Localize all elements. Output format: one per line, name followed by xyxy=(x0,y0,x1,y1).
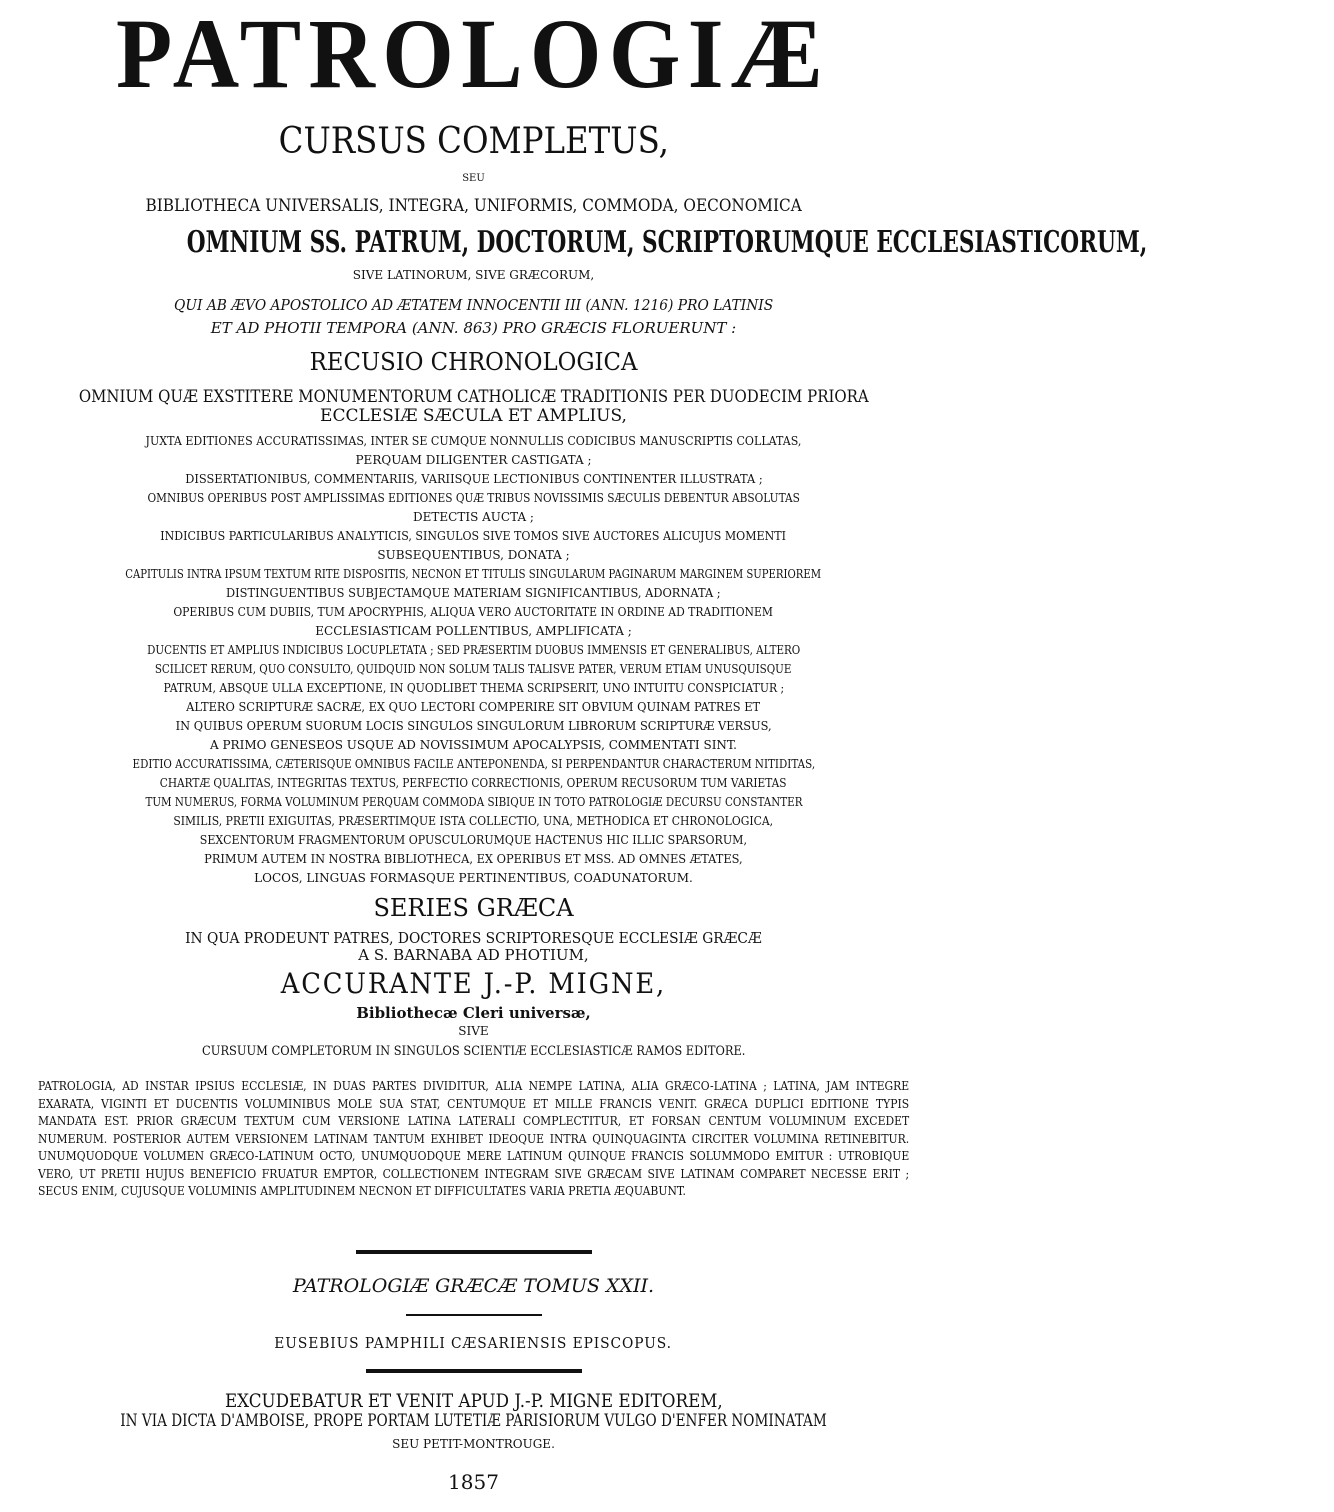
mid-line-19: CHARTÆ QUALITAS, INTEGRITAS TEXTUS, PERFECTIO CORRECTIONIS, OPERUM RECUSORUM TUM VARIETAS xyxy=(160,776,787,790)
mid-line-7: SUBSEQUENTIBUS, DONATA ; xyxy=(377,548,570,562)
mid-line-1: JUXTA EDITIONES ACCURATISSIMAS, INTER SE CUMQUE NONNULLIS CODICIBUS MANUSCRIPTIS COLLATAS, xyxy=(145,434,802,448)
mid-line-10: OPERIBUS CUM DUBIIS, TUM APOCRYPHIS, ALIQUA VERO AUCTORITATE IN ORDINE AD TRADITIONEM xyxy=(173,605,774,619)
year: 1857 xyxy=(448,1470,499,1494)
divider-rule-2 xyxy=(406,1314,542,1316)
mid-line-15: ALTERO SCRIPTURÆ SACRÆ, EX QUO LECTORI COMPERIRE SIT OBVIUM QUINAM PATRES ET xyxy=(186,700,761,714)
mid-line-18: EDITIO ACCURATISSIMA, CÆTERISQUE OMNIBUS FACILE ANTEPONENDA, SI PERPENDANTUR CHARACTERUM NITIDITAS, xyxy=(132,757,815,771)
mid-line-9: DISTINGUENTIBUS SUBJECTAMQUE MATERIAM SIGNIFICANTIBUS, ADORNATA ; xyxy=(226,586,721,600)
bibliothecae-line: Bibliothecæ Cleri universæ, xyxy=(356,1004,591,1022)
series-line-1: IN QUA PRODEUNT PATRES, DOCTORES SCRIPTORESQUE ECCLESIÆ GRÆCÆ xyxy=(185,929,762,947)
subtitle: CURSUS COMPLETUS, xyxy=(278,121,669,162)
imprint-line-2: IN VIA DICTA D'AMBOISE, PROPE PORTAM LUTETIÆ PARISIORUM VULGO D'ENFER NOMINATAM xyxy=(120,1411,827,1431)
mid-line-14: PATRUM, ABSQUE ULLA EXCEPTIONE, IN QUODLIBET THEMA SCRIPSERIT, UNO INTUITU CONSPICIATUR ; xyxy=(163,681,784,695)
top-line-5: ET AD PHOTII TEMPORA (ANN. 863) PRO GRÆCIS FLORUERUNT : xyxy=(210,319,737,337)
mid-line-11: ECCLESIASTICAM POLLENTIBUS, AMPLIFICATA ; xyxy=(315,624,632,638)
imprint-line-1: EXCUDEBATUR ET VENIT APUD J.-P. MIGNE EDITOREM, xyxy=(224,1390,723,1412)
mid-line-24: LOCOS, LINGUAS FORMASQUE PERTINENTIBUS, COADUNATORUM. xyxy=(254,871,693,885)
mid-line-13: SCILICET RERUM, QUO CONSULTO, QUIDQUID NON SOLUM TALIS TALISVE PATER, VERUM ETIAM UNUSQUISQUE xyxy=(155,662,792,676)
tomus-line: PATROLOGIÆ GRÆCÆ TOMUS XXII. xyxy=(292,1275,655,1297)
divider-rule-1 xyxy=(356,1250,592,1254)
mid-line-2: PERQUAM DILIGENTER CASTIGATA ; xyxy=(355,453,592,467)
mid-line-17: A PRIMO GENESEOS USQUE AD NOVISSIMUM APOCALYPSIS, COMMENTATI SINT. xyxy=(210,738,737,752)
price-paragraph: PATROLOGIA, AD INSTAR IPSIUS ECCLESIÆ, IN DUAS PARTES DIVIDITUR, ALIA NEMPE LATINA, ALIA GRÆCO-LATINA ; LATINA, JAM INTEGRE EXARATA, VIGINTI ET DUCENTIS VOLUMINIBUS MOLE SUA STAT, CENTUMQUE ET MILLE FRANCIS VENIT. GRÆCA DUPLICI EDITIONE TYPIS MANDATA EST. PRIOR GRÆCUM TEXTUM CUM VERSIONE LATINA LATERALI COMPLECTITUR, ET FORSAN CENTUM VOLUMINUM EXCEDET NUMERUM. POSTERIOR AUTEM VERSIONEM LATINAM TANTUM EXHIBET IDEOQUE INTRA QUINQUAGINTA CIRCITER VOLUMINA RETINEBITUR. UNUMQUODQUE VOLUMEN GRÆCO-LATINUM OCTO, UNUMQUODQUE MERE LATINUM QUINQUE FRANCIS SOLUMMODO EMITUR : UTROBIQUE VERO, UT PRETII HUJUS BENEFICIO FRUATUR EMPTOR, COLLECTIONEM INTEGRAM SIVE GRÆCAM SIVE LATINAM COMPARET NECESSE ERIT ; SECUS ENIM, CUJUSQUE VOLUMINIS AMPLITUDINEM NECNON ET DIFFICULTATES VARIA PRETIA ÆQUABUNT. xyxy=(38,1079,910,1198)
top-line-1: BIBLIOTHECA UNIVERSALIS, INTEGRA, UNIFORMIS, COMMODA, OECONOMICA xyxy=(145,196,802,216)
top-line-2: OMNIUM SS. PATRUM, DOCTORUM, SCRIPTORUMQUE ECCLESIASTICORUM, xyxy=(186,225,1148,260)
divider-rule-3 xyxy=(366,1369,582,1373)
top-line-3: SIVE LATINORUM, SIVE GRÆCORUM, xyxy=(352,268,595,282)
sive-word: SIVE xyxy=(458,1024,489,1038)
imprint-line-3: SEU PETIT-MONTROUGE. xyxy=(392,1437,555,1451)
mid-line-16: IN QUIBUS OPERUM SUORUM LOCIS SINGULOS SINGULORUM LIBRORUM SCRIPTURÆ VERSUS, xyxy=(175,719,772,733)
top-line-8: ECCLESIÆ SÆCULA ET AMPLIUS, xyxy=(320,406,627,426)
mid-line-6: INDICIBUS PARTICULARIBUS ANALYTICIS, SINGULOS SIVE TOMOS SIVE AUCTORES ALICUJUS MOMENTI xyxy=(160,529,787,543)
mid-line-21: SIMILIS, PRETII EXIGUITAS, PRÆSERTIMQUE ISTA COLLECTIO, UNA, METHODICA ET CHRONOLOGICA, xyxy=(173,814,774,828)
mid-line-23: PRIMUM AUTEM IN NOSTRA BIBLIOTHECA, EX OPERIBUS ET MSS. AD OMNES ÆTATES, xyxy=(204,852,743,866)
mid-line-12: DUCENTIS ET AMPLIUS INDICIBUS LOCUPLETATA ; SED PRÆSERTIM DUOBUS IMMENSIS ET GENERALIBUS, ALTERO xyxy=(146,643,801,657)
author-line: EUSEBIUS PAMPHILI CÆSARIENSIS EPISCOPUS. xyxy=(274,1334,673,1352)
top-line-4: QUI AB ÆVO APOSTOLICO AD ÆTATEM INNOCENTII III (ANN. 1216) PRO LATINIS xyxy=(173,296,774,314)
main-title: PATROLOGIÆ xyxy=(116,0,831,109)
series-heading: SERIES GRÆCA xyxy=(373,894,574,922)
top-line-7: OMNIUM QUÆ EXSTITERE MONUMENTORUM CATHOLICÆ TRADITIONIS PER DUODECIM PRIORA xyxy=(78,387,869,407)
mid-line-4: OMNIBUS OPERIBUS POST AMPLISSIMAS EDITIONES QUÆ TRIBUS NOVISSIMIS SÆCULIS DEBENTUR ABSOLUTAS xyxy=(147,491,800,505)
mid-line-20: TUM NUMERUS, FORMA VOLUMINUM PERQUAM COMMODA SIBIQUE IN TOTO PATROLOGIÆ DECURSU CONSTANTER xyxy=(144,795,803,809)
mid-line-5: DETECTIS AUCTA ; xyxy=(413,510,534,524)
mid-line-22: SEXCENTORUM FRAGMENTORUM OPUSCULORUMQUE HACTENUS HIC ILLIC SPARSORUM, xyxy=(199,833,748,847)
seu-word: SEU xyxy=(462,173,485,184)
accurante-heading: ACCURANTE J.-P. MIGNE, xyxy=(280,967,667,1000)
recusio-heading: RECUSIO CHRONOLOGICA xyxy=(309,348,638,376)
mid-line-8: CAPITULIS INTRA IPSUM TEXTUM RITE DISPOSITIS, NECNON ET TITULIS SINGULARUM PAGINARUM MARGINEM SUPERIOREM xyxy=(125,567,822,581)
series-line-2: A S. BARNABA AD PHOTIUM, xyxy=(358,946,589,964)
cursuum-line: CURSUUM COMPLETORUM IN SINGULOS SCIENTIÆ ECCLESIASTICÆ RAMOS EDITORE. xyxy=(201,1044,746,1059)
mid-line-3: DISSERTATIONIBUS, COMMENTARIIS, VARIISQUE LECTIONIBUS CONTINENTER ILLUSTRATA ; xyxy=(184,472,763,486)
